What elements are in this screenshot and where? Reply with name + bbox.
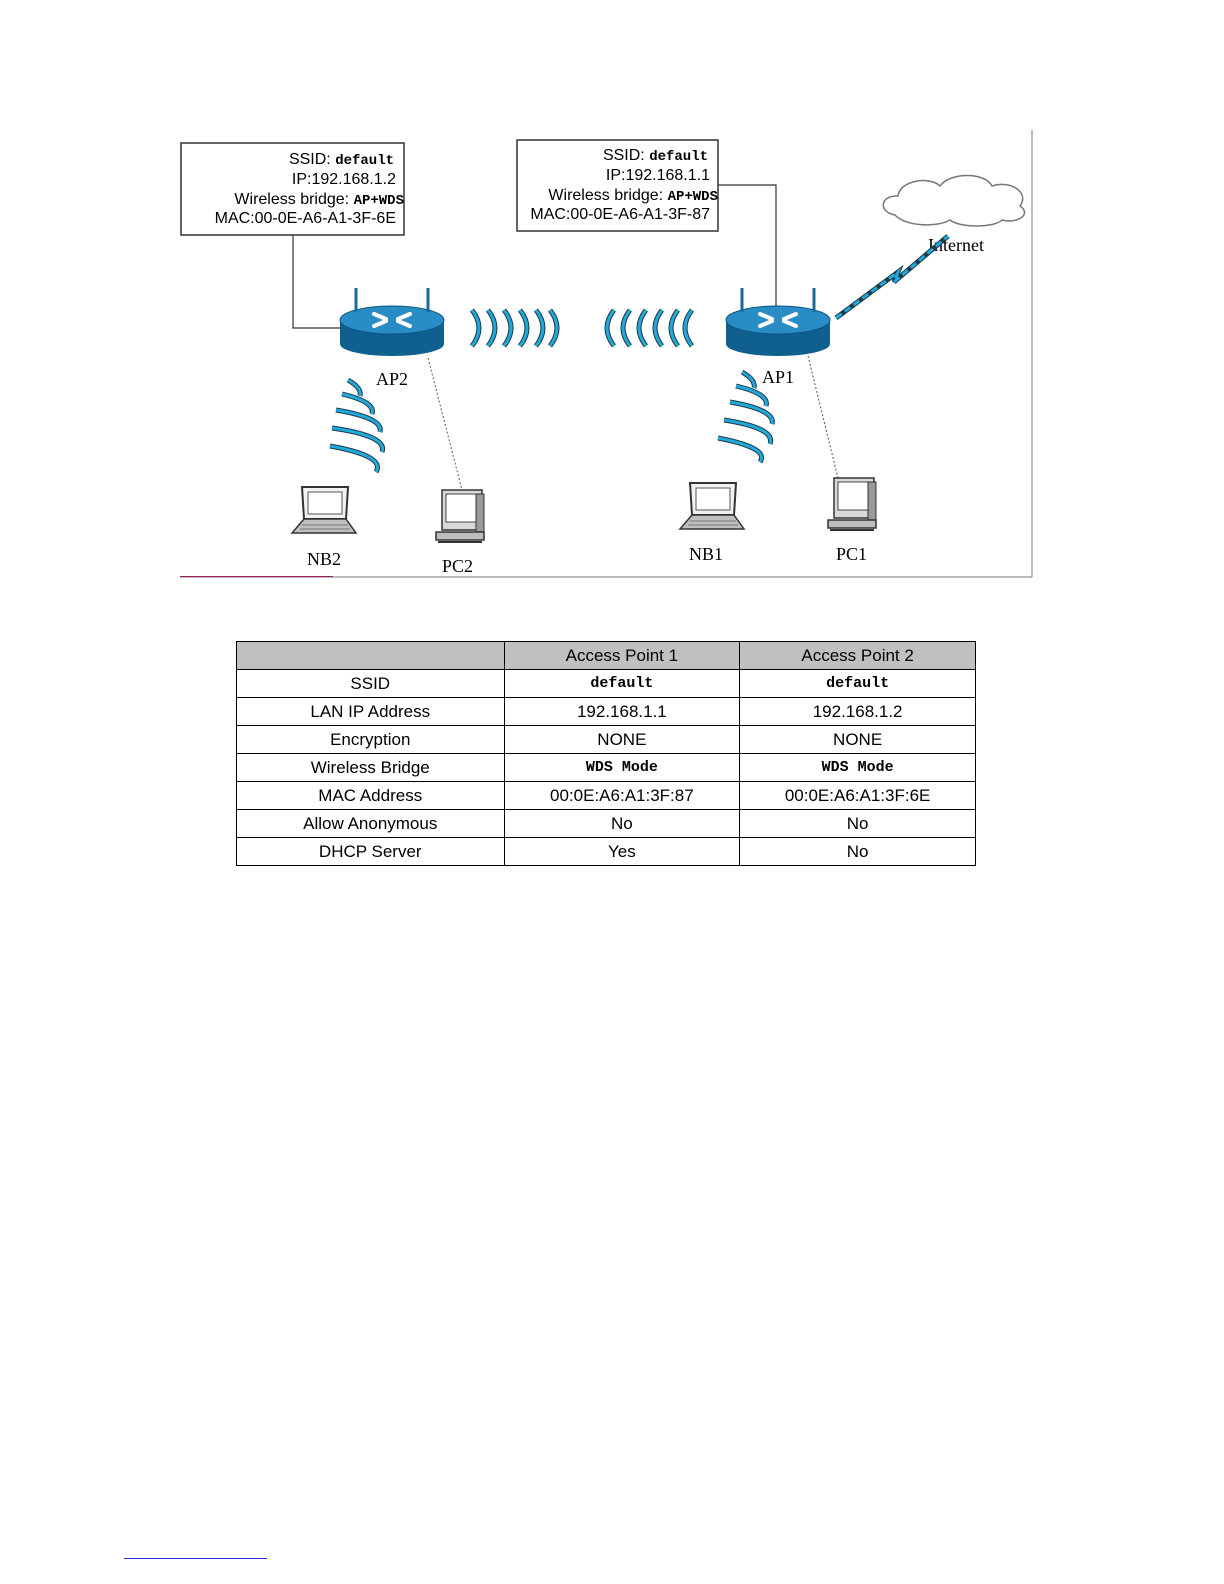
- pc1-computer-icon: [828, 478, 876, 530]
- ap1-mac-cell: 00:0E:A6:A1:3F:87: [504, 782, 740, 810]
- pc2-computer-icon: [436, 490, 484, 542]
- ap1-info-box: [517, 140, 718, 231]
- ap2-bridge-value: AP+WDS: [353, 193, 404, 209]
- row-label: LAN IP Address: [237, 698, 505, 726]
- row-label: Wireless Bridge: [237, 754, 505, 782]
- table-row: [237, 838, 976, 866]
- nb2-label: NB2: [307, 549, 342, 569]
- ap2-box-connector: [293, 235, 340, 328]
- row-label: MAC Address: [237, 782, 505, 810]
- ap1-ssid-label: SSID:: [602, 147, 645, 164]
- svg-text:SSID: default: [603, 147, 708, 165]
- table-row: [237, 726, 976, 754]
- ap1-bridge-value: AP+WDS: [667, 189, 718, 205]
- ap1-pc1-cable: [808, 356, 838, 478]
- table-row: [237, 810, 976, 838]
- ap1-ssid-cell: default: [504, 670, 740, 698]
- svg-text:Wireless bridge: AP+WDS: [548, 187, 718, 205]
- pc2-label: PC2: [442, 556, 474, 576]
- ap1-box-connector: [718, 185, 776, 315]
- ap2-ssid-label: SSID:: [288, 151, 331, 168]
- internet-cloud-icon: [883, 176, 1024, 227]
- ap1-anonymous-cell: No: [504, 810, 740, 838]
- network-diagram: [0, 0, 1224, 600]
- table-row: [237, 698, 976, 726]
- row-label: SSID: [237, 670, 505, 698]
- header-blank: [237, 642, 505, 670]
- table-row: [237, 754, 976, 782]
- ap1-bridge-cell: WDS Mode: [504, 754, 740, 782]
- ap1-encryption-cell: NONE: [504, 726, 740, 754]
- ap2-ssid-cell: default: [740, 670, 976, 698]
- ap2-ip: IP:192.168.1.2: [291, 171, 396, 188]
- wifi-wave-nb2-icon: [330, 380, 383, 472]
- ap2-mac: MAC:00-0E-A6-A1-3F-6E: [214, 210, 396, 227]
- table-row: [237, 782, 976, 810]
- ap2-encryption-cell: NONE: [740, 726, 976, 754]
- ap1-ip: IP:192.168.1.1: [605, 167, 710, 184]
- ap1-router-icon: [726, 288, 830, 356]
- ap2-anonymous-cell: No: [740, 810, 976, 838]
- ap1-ip-cell: 192.168.1.1: [504, 698, 740, 726]
- svg-text:Wireless bridge: AP+WDS: [234, 191, 404, 209]
- svg-text:SSID: default: [289, 151, 394, 169]
- nb2-laptop-icon: [292, 487, 356, 533]
- wds-wave-ap2-fill: [472, 310, 557, 346]
- internet-link-bolt: [836, 236, 948, 318]
- nb1-label: NB1: [689, 544, 724, 564]
- row-label: Encryption: [237, 726, 505, 754]
- ap2-info-box: [181, 143, 404, 235]
- ap-config-table: [236, 641, 976, 866]
- wds-wave-ap1-fill: [607, 310, 692, 346]
- ap2-ssid-value: default: [335, 153, 394, 169]
- ap2-dhcp-cell: No: [740, 838, 976, 866]
- row-label: DHCP Server: [237, 838, 505, 866]
- ap2-bridge-cell: WDS Mode: [740, 754, 976, 782]
- decorative-underline: [180, 576, 333, 577]
- ap1-dhcp-cell: Yes: [504, 838, 740, 866]
- header-access-point-2: Access Point 2: [740, 642, 976, 670]
- internet-label: Internet: [928, 235, 984, 255]
- ap2-ip-cell: 192.168.1.2: [740, 698, 976, 726]
- ap1-label: AP1: [762, 367, 795, 387]
- ap2-label: AP2: [376, 369, 409, 389]
- ap1-ssid-value: default: [649, 149, 708, 165]
- table-header-row: [237, 642, 976, 670]
- ap2-bridge-label: Wireless bridge:: [234, 191, 350, 208]
- wds-wave-ap1-icon: [607, 310, 692, 346]
- ap2-router-icon: [340, 288, 444, 356]
- pc1-label: PC1: [836, 544, 868, 564]
- ap1-bridge-label: Wireless bridge:: [548, 187, 664, 204]
- table-row: [237, 670, 976, 698]
- footnote-separator: [124, 1558, 267, 1559]
- nb1-laptop-icon: [680, 483, 744, 529]
- ap2-mac-cell: 00:0E:A6:A1:3F:6E: [740, 782, 976, 810]
- header-access-point-1: Access Point 1: [504, 642, 740, 670]
- ap1-mac: MAC:00-0E-A6-A1-3F-87: [530, 206, 710, 223]
- row-label: Allow Anonymous: [237, 810, 505, 838]
- ap2-pc2-cable: [428, 358, 462, 490]
